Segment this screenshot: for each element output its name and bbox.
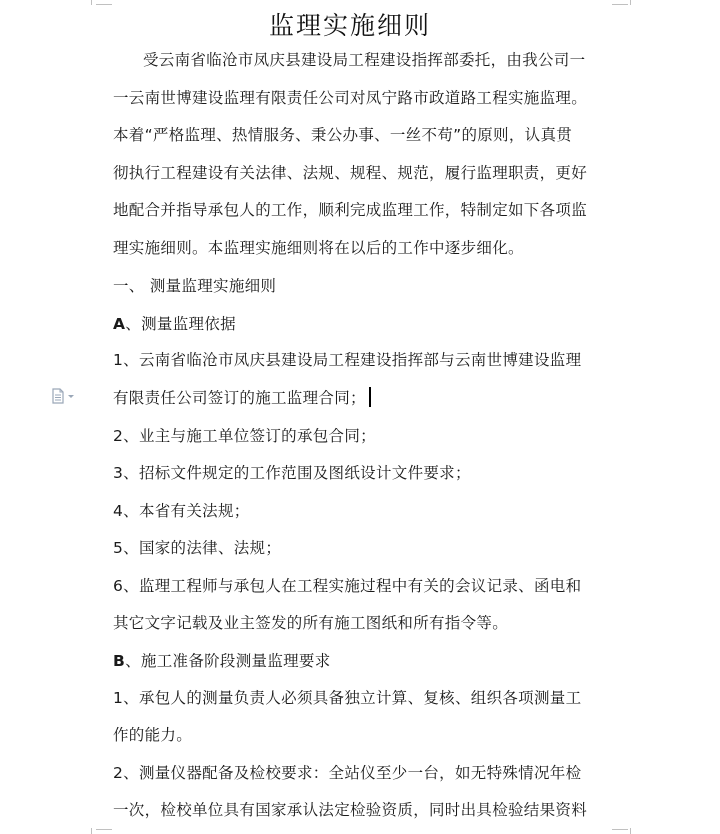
margin-mark	[91, 828, 92, 834]
paragraph-line: 彻执行工程建设有关法律、法规、规程、规范，履行监理职责，更好	[113, 164, 588, 182]
margin-mark	[630, 828, 631, 834]
paragraph-line: 一云南世博建设监理有限责任公司对凤宁路市政道路工程实施监理。	[113, 89, 588, 107]
list-item: 1、承包人的测量负责人必须具备独立计算、复核、组织各项测量工	[113, 689, 582, 707]
margin-mark	[630, 0, 631, 5]
list-item: 6、监理工程师与承包人在工程实施过程中有关的会议记录、函电和	[113, 577, 582, 595]
list-item: 5、国家的法律、法规；	[113, 539, 282, 557]
list-item: 4、本省有关法规；	[113, 502, 250, 520]
section-heading: 一、 测量监理实施细则	[113, 277, 277, 295]
list-item: 3、招标文件规定的工作范围及图纸设计文件要求；	[113, 464, 471, 482]
margin-mark	[612, 829, 628, 830]
subsection-heading-b	[113, 649, 331, 671]
list-item: 1、云南省临沧市凤庆县建设局工程建设指挥部与云南世博建设监理	[113, 351, 582, 369]
list-item-continued[interactable]	[113, 386, 371, 408]
margin-mark	[96, 829, 112, 830]
paragraph-line: 理实施细则。本监理实施细则将在以后的工作中逐步细化。	[113, 239, 524, 257]
subsection-text: 、施工准备阶段测量监理要求	[125, 652, 331, 670]
document-title: 监理实施细则	[268, 11, 431, 40]
paragraph-line: 地配合并指导承包人的工作，顺利完成监理工作，特制定如下各项监	[113, 201, 588, 219]
list-item: 2、测量仪器配备及检校要求：全站仪至少一台，如无特殊情况年检	[113, 764, 582, 782]
list-item-continued: 作的能力。	[113, 726, 193, 744]
list-item-continued: 其它文字记载及业主签发的所有施工图纸和所有指令等。	[113, 614, 509, 632]
section-letter: B	[113, 652, 126, 670]
paragraph-line: 受云南省临沧市凤庆县建设局工程建设指挥部委托，由我公司一	[143, 51, 586, 69]
text-cursor	[369, 387, 371, 407]
list-item: 2、业主与施工单位签订的承包合同；	[113, 427, 376, 445]
subsection-text: 、测量监理依据	[125, 315, 236, 333]
list-text: 有限责任公司签订的施工监理合同；	[113, 389, 366, 407]
section-letter: A	[113, 315, 126, 333]
subsection-heading-a	[113, 312, 236, 334]
document-icon[interactable]	[51, 388, 77, 404]
list-item-continued: 一次，检校单位具有国家承认法定检验资质，同时出具检验结果资料	[113, 801, 588, 819]
margin-mark	[91, 0, 92, 5]
margin-mark	[96, 4, 112, 5]
margin-mark	[612, 4, 628, 5]
paragraph-line: 本着“严格监理、热情服务、秉公办事、一丝不苟”的原则，认真贯	[113, 126, 573, 144]
